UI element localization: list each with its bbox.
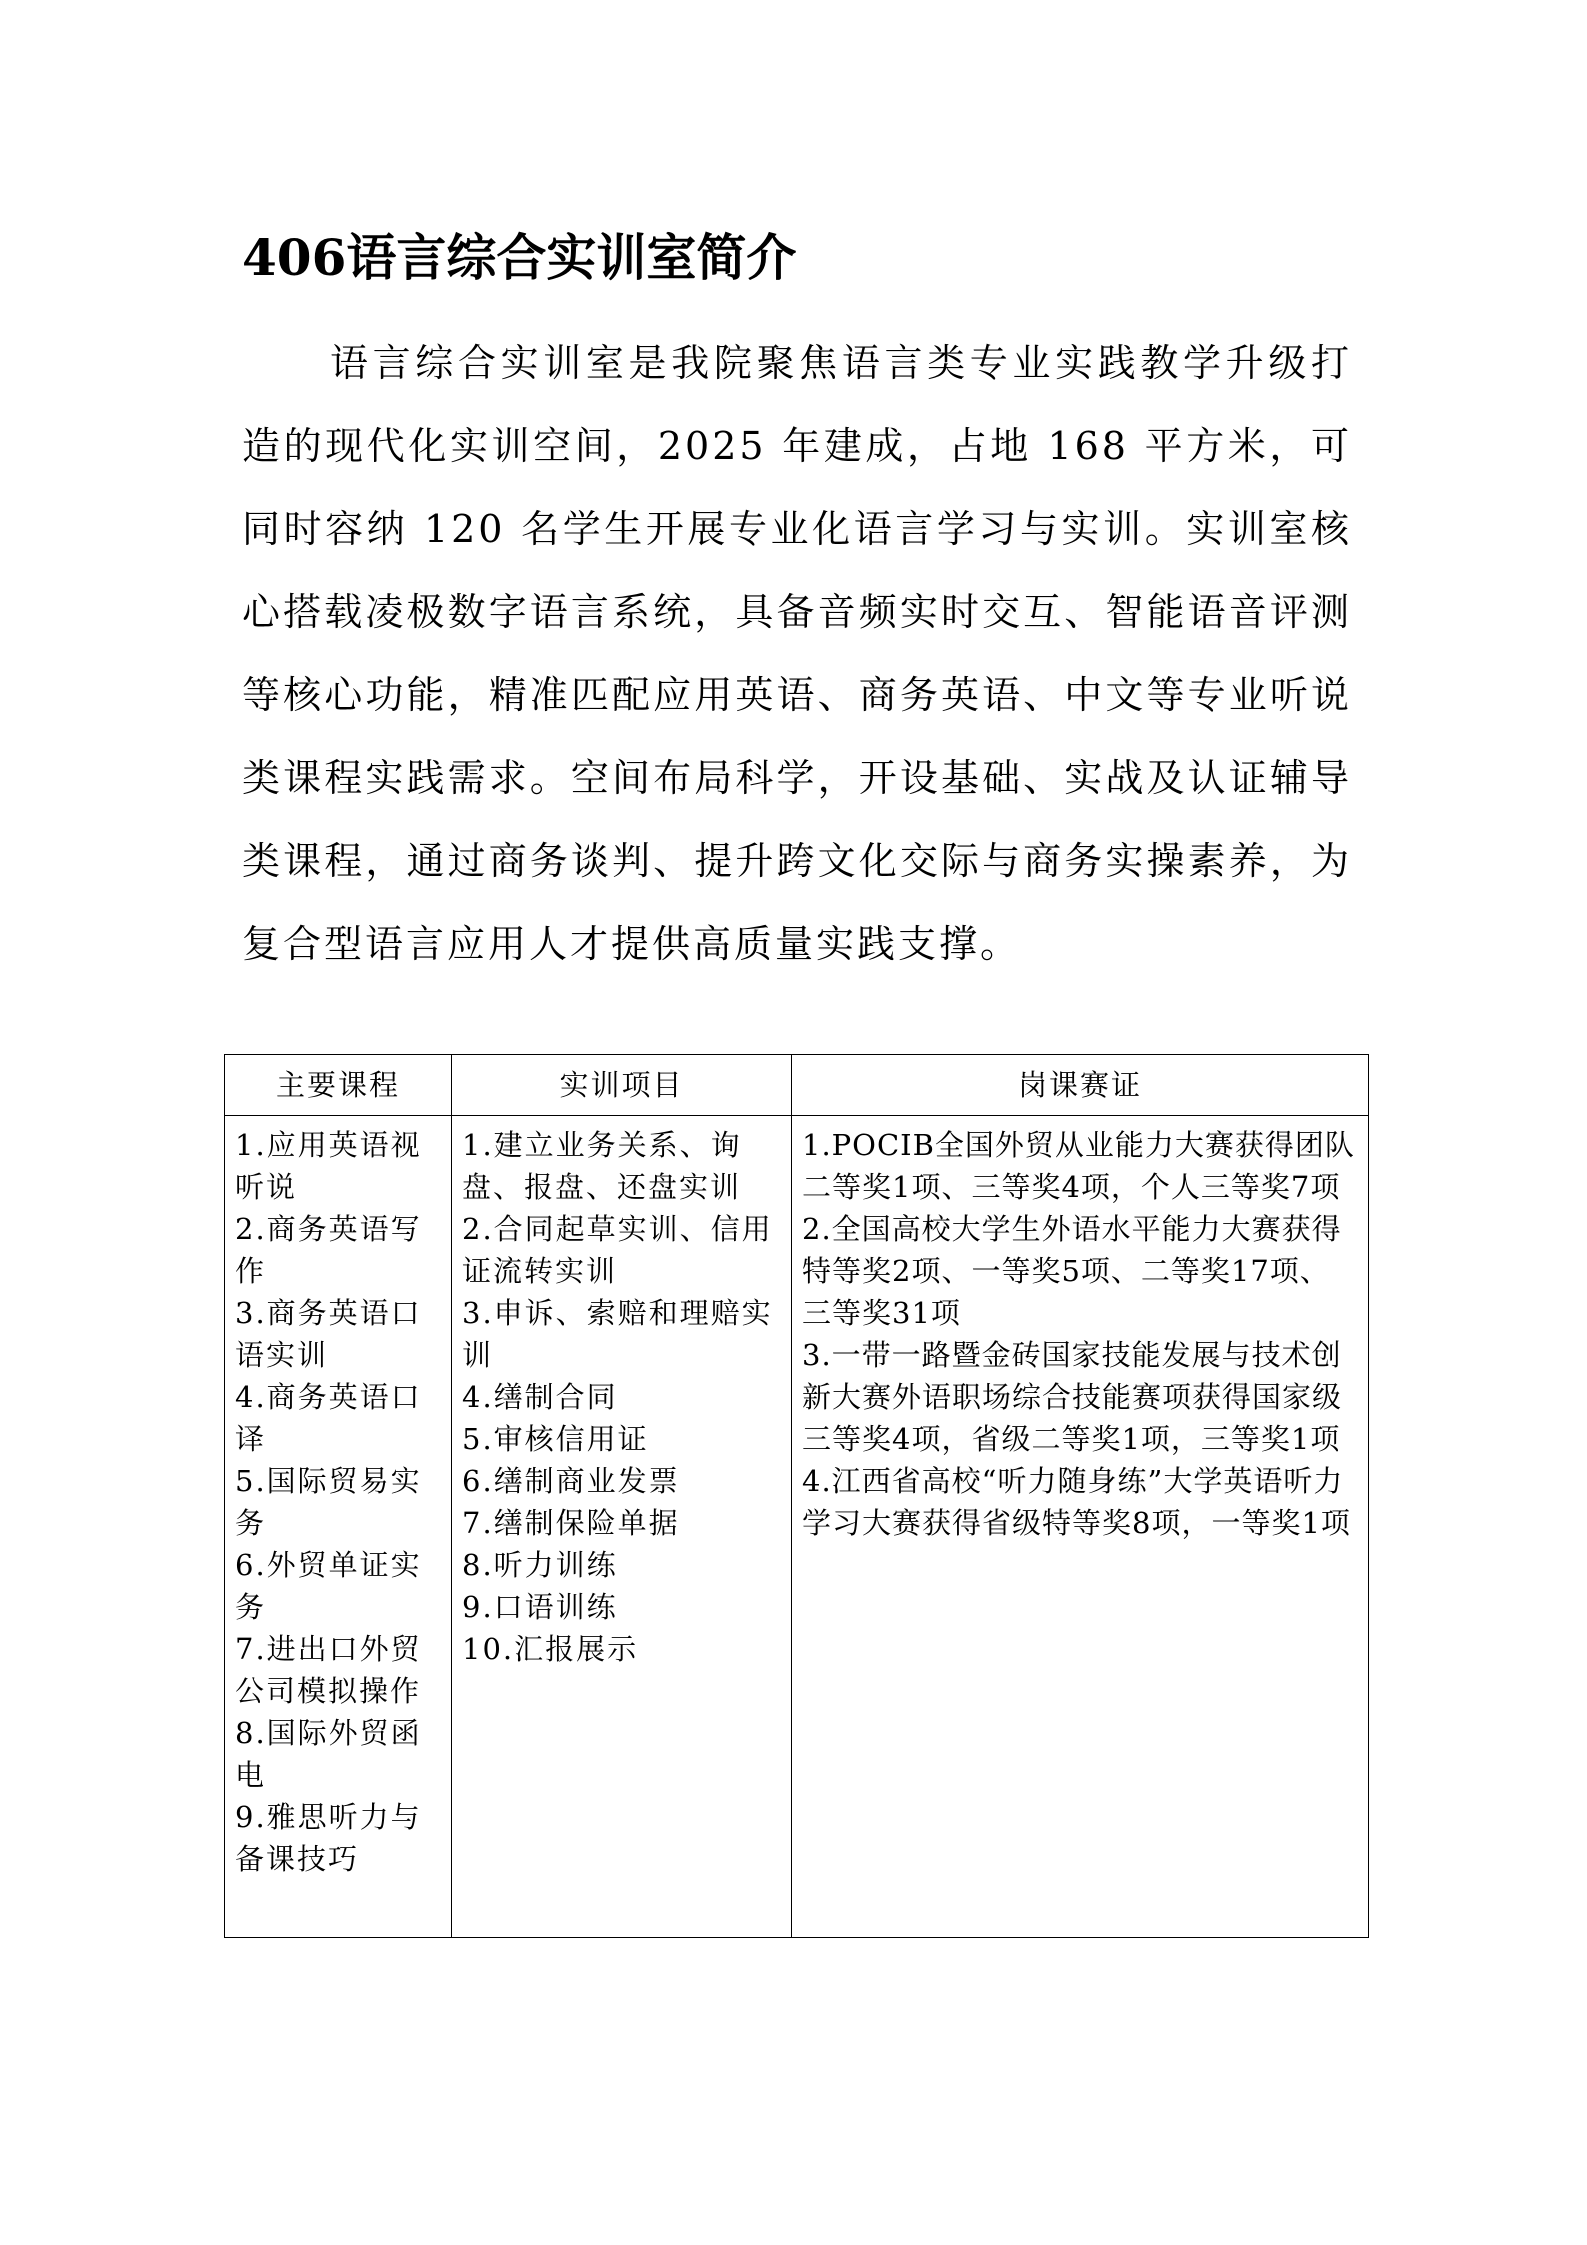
- document-title: 406语言综合实训室简介: [242, 228, 797, 287]
- project-item: 5.审核信用证: [462, 1422, 649, 1456]
- course-item: 2.商务英语写作: [235, 1212, 422, 1288]
- course-item: 7.进出口外贸公司模拟操作: [235, 1632, 422, 1708]
- project-item: 7.缮制保险单据: [462, 1506, 680, 1540]
- course-item: 1.应用英语视听说: [235, 1128, 422, 1204]
- project-item: 9.口语训练: [462, 1590, 618, 1624]
- award-item: 2.全国高校大学生外语水平能力大赛获得特等奖2项、一等奖5项、二等奖17项、三等奖31项: [802, 1212, 1342, 1330]
- table-row: [225, 1116, 1369, 1938]
- training-room-table: [224, 1054, 1369, 1938]
- header-job-course-competition-certificate: 岗课赛证: [792, 1055, 1369, 1116]
- project-item: 1.建立业务关系、询盘、报盘、还盘实训: [462, 1128, 742, 1204]
- course-item: 6.外贸单证实务: [235, 1548, 422, 1624]
- project-item: 8.听力训练: [462, 1548, 618, 1582]
- course-item: 4.商务英语口译: [235, 1380, 422, 1456]
- course-item: 3.商务英语口语实训: [235, 1296, 422, 1372]
- project-item: 6.缮制商业发票: [462, 1464, 680, 1498]
- award-item: 1.POCIB全国外贸从业能力大赛获得团队二等奖1项、三等奖4项，个人三等奖7项: [802, 1128, 1355, 1204]
- award-item: 3.一带一路暨金砖国家技能发展与技术创新大赛外语职场综合技能赛项获得国家级三等奖4项，省级二等奖1项，三等奖1项: [802, 1338, 1343, 1456]
- project-item: 10.汇报展示: [462, 1632, 639, 1666]
- course-item: 8.国际外贸函电: [235, 1716, 422, 1792]
- header-training-projects: 实训项目: [452, 1055, 792, 1116]
- award-item: 4.江西省高校“听力随身练”大学英语听力学习大赛获得省级特等奖8项，一等奖1项: [802, 1464, 1351, 1540]
- projects-cell: [452, 1116, 792, 1938]
- course-item: 9.雅思听力与备课技巧: [235, 1800, 422, 1876]
- table-header-row: [225, 1055, 1369, 1116]
- intro-paragraph: 语言综合实训室是我院聚焦语言类专业实践教学升级打造的现代化实训空间，2025 年建成，占地 168 平方米，可同时容纳 120 名学生开展专业化语言学习与实训。实训室核心搭载凌极数字语言系统，具备音频实时交互、智能语音评测等核心功能，精准匹配应用英语、商务英语、中文等专业听说类课程实践需求。空间布局科学，开设基础、实战及认证辅导类课程，通过商务谈判、提升跨文化交际与商务实操素养，为复合型语言应用人才提供高质量实践支撑。: [242, 341, 1352, 966]
- course-item: 5.国际贸易实务: [235, 1464, 422, 1540]
- header-main-courses: 主要课程: [225, 1055, 452, 1116]
- project-item: 3.申诉、索赔和理赔实训: [462, 1296, 773, 1372]
- awards-cell: [792, 1116, 1369, 1938]
- project-item: 4.缮制合同: [462, 1380, 618, 1414]
- courses-cell: [225, 1116, 452, 1938]
- project-item: 2.合同起草实训、信用证流转实训: [462, 1212, 773, 1288]
